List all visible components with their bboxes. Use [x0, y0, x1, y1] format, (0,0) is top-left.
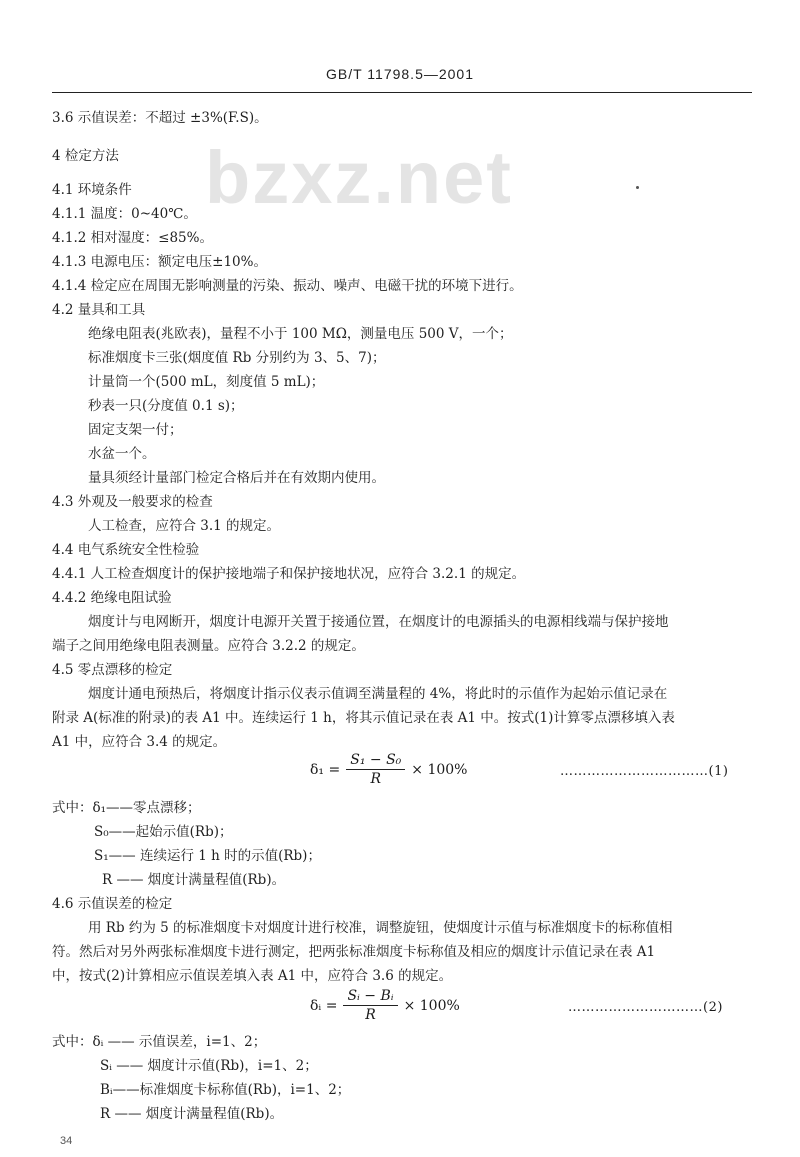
- tool-item: 计量筒一个(500 mL，刻度值 5 mL)；: [88, 374, 325, 390]
- formula-2-number: …………………………(2): [568, 1000, 723, 1015]
- formula-1-denominator: R: [370, 771, 382, 787]
- formula-1-suffix: × 100%: [411, 761, 468, 778]
- where-1-s1: S₁—— 连续运行 1 h 时的示值(Rb)；: [94, 848, 321, 864]
- formula-1-number: ……………………………(1): [560, 764, 729, 779]
- paragraph-line: 符。然后对另外两张标准烟度卡进行测定，把两张标准烟度卡标称值及相应的烟度计示值记录在表 A1: [52, 944, 656, 960]
- formula-1-fraction: [346, 752, 405, 787]
- clause-4-6: 4.6 示值误差的检定: [52, 896, 173, 912]
- paragraph-line: A1 中，应符合 3.4 的规定。: [52, 734, 227, 750]
- standard-number: GB/T 11798.5—2001: [325, 66, 475, 82]
- tool-item: 固定支架一付；: [88, 422, 183, 438]
- clause-4-4-2: 4.4.2 绝缘电阻试验: [52, 590, 172, 606]
- tool-note: 量具须经计量部门检定合格后并在有效期内使用。: [88, 470, 385, 486]
- clause-4-3: 4.3 外观及一般要求的检查: [52, 494, 213, 510]
- where-1-s0: S₀——起始示值(Rb)；: [94, 824, 233, 840]
- clause-3-6: 3.6 示值误差：不超过 ±3%(F.S)。: [52, 110, 268, 126]
- tool-item: 绝缘电阻表(兆欧表)，量程不小于 100 MΩ，测量电压 500 V，一个；: [88, 326, 513, 342]
- formula-2-denominator: R: [365, 1007, 376, 1023]
- formula-2-suffix: × 100%: [403, 997, 460, 1014]
- tool-item: 标准烟度卡三张(烟度值 Rb 分别约为 3、5、7)；: [88, 350, 386, 366]
- speck: [636, 186, 639, 189]
- clause-4-1-4: 4.1.4 检定应在周围无影响测量的污染、振动、噪声、电磁干扰的环境下进行。: [52, 278, 523, 294]
- where-1-r: R —— 烟度计满量程值(Rb)。: [102, 872, 286, 888]
- paragraph-line: 烟度计通电预热后，将烟度计指示仪表示值调至满量程的 4%，将此时的示值作为起始示值记录在: [88, 686, 668, 702]
- paragraph-line: 烟度计与电网断开，烟度计电源开关置于接通位置，在烟度计的电源插头的电源相线端与保护接地: [88, 614, 669, 630]
- formula-2-fraction: [343, 988, 397, 1023]
- where-2-delta: 式中：δᵢ —— 示值误差，i=1、2；: [52, 1034, 267, 1050]
- tool-item: 水盆一个。: [88, 446, 156, 462]
- clause-4-1-2: 4.1.2 相对湿度：≤85%。: [52, 230, 213, 246]
- formula-1-lhs: δ₁ =: [310, 761, 341, 778]
- paragraph-line: 用 Rb 约为 5 的标准烟度卡对烟度计进行校准，调整旋钮，使烟度计示值与标准烟度卡的标称值相: [88, 920, 673, 936]
- page-number: 34: [60, 1135, 73, 1147]
- where-2-s: Sᵢ —— 烟度计示值(Rb)，i=1、2；: [100, 1058, 318, 1074]
- clause-4-5: 4.5 零点漂移的检定: [52, 662, 173, 678]
- paragraph-line: 中，按式(2)计算相应示值误差填入表 A1 中，应符合 3.6 的规定。: [52, 968, 453, 984]
- paragraph-line: 端子之间用绝缘电阻表测量。应符合 3.2.2 的规定。: [52, 638, 365, 654]
- formula-2-numerator: Sᵢ − Bᵢ: [343, 988, 397, 1006]
- clause-4-4: 4.4 电气系统安全性检验: [52, 542, 200, 558]
- header-rule: [52, 92, 752, 93]
- watermark: bzxz.net: [205, 136, 513, 219]
- clause-4-2: 4.2 量具和工具: [52, 302, 146, 318]
- clause-4-4-1: 4.4.1 人工检查烟度计的保护接地端子和保护接地状况，应符合 3.2.1 的规定。: [52, 566, 526, 582]
- formula-1: [310, 752, 468, 787]
- clause-4-1-3: 4.1.3 电源电压：额定电压±10%。: [52, 254, 267, 270]
- formula-2: [310, 988, 460, 1023]
- where-1-delta: 式中：δ₁——零点漂移；: [52, 800, 201, 816]
- clause-4-1: 4.1 环境条件: [52, 182, 132, 198]
- clause-4-3-text: 人工检查，应符合 3.1 的规定。: [88, 518, 281, 534]
- clause-4-1-1: 4.1.1 温度：0~40℃。: [52, 206, 197, 222]
- section-4-heading: 4 检定方法: [52, 148, 119, 164]
- formula-1-numerator: S₁ − S₀: [346, 752, 405, 770]
- tool-item: 秒表一只(分度值 0.1 s)；: [88, 398, 244, 414]
- formula-2-lhs: δᵢ =: [310, 997, 338, 1014]
- where-2-b: Bᵢ——标准烟度卡标称值(Rb)，i=1、2；: [100, 1082, 351, 1098]
- where-2-r: R —— 烟度计满量程值(Rb)。: [100, 1106, 284, 1122]
- paragraph-line: 附录 A(标准的附录)的表 A1 中。连续运行 1 h，将其示值记录在表 A1 中。按式(1)计算零点漂移填入表: [52, 710, 675, 726]
